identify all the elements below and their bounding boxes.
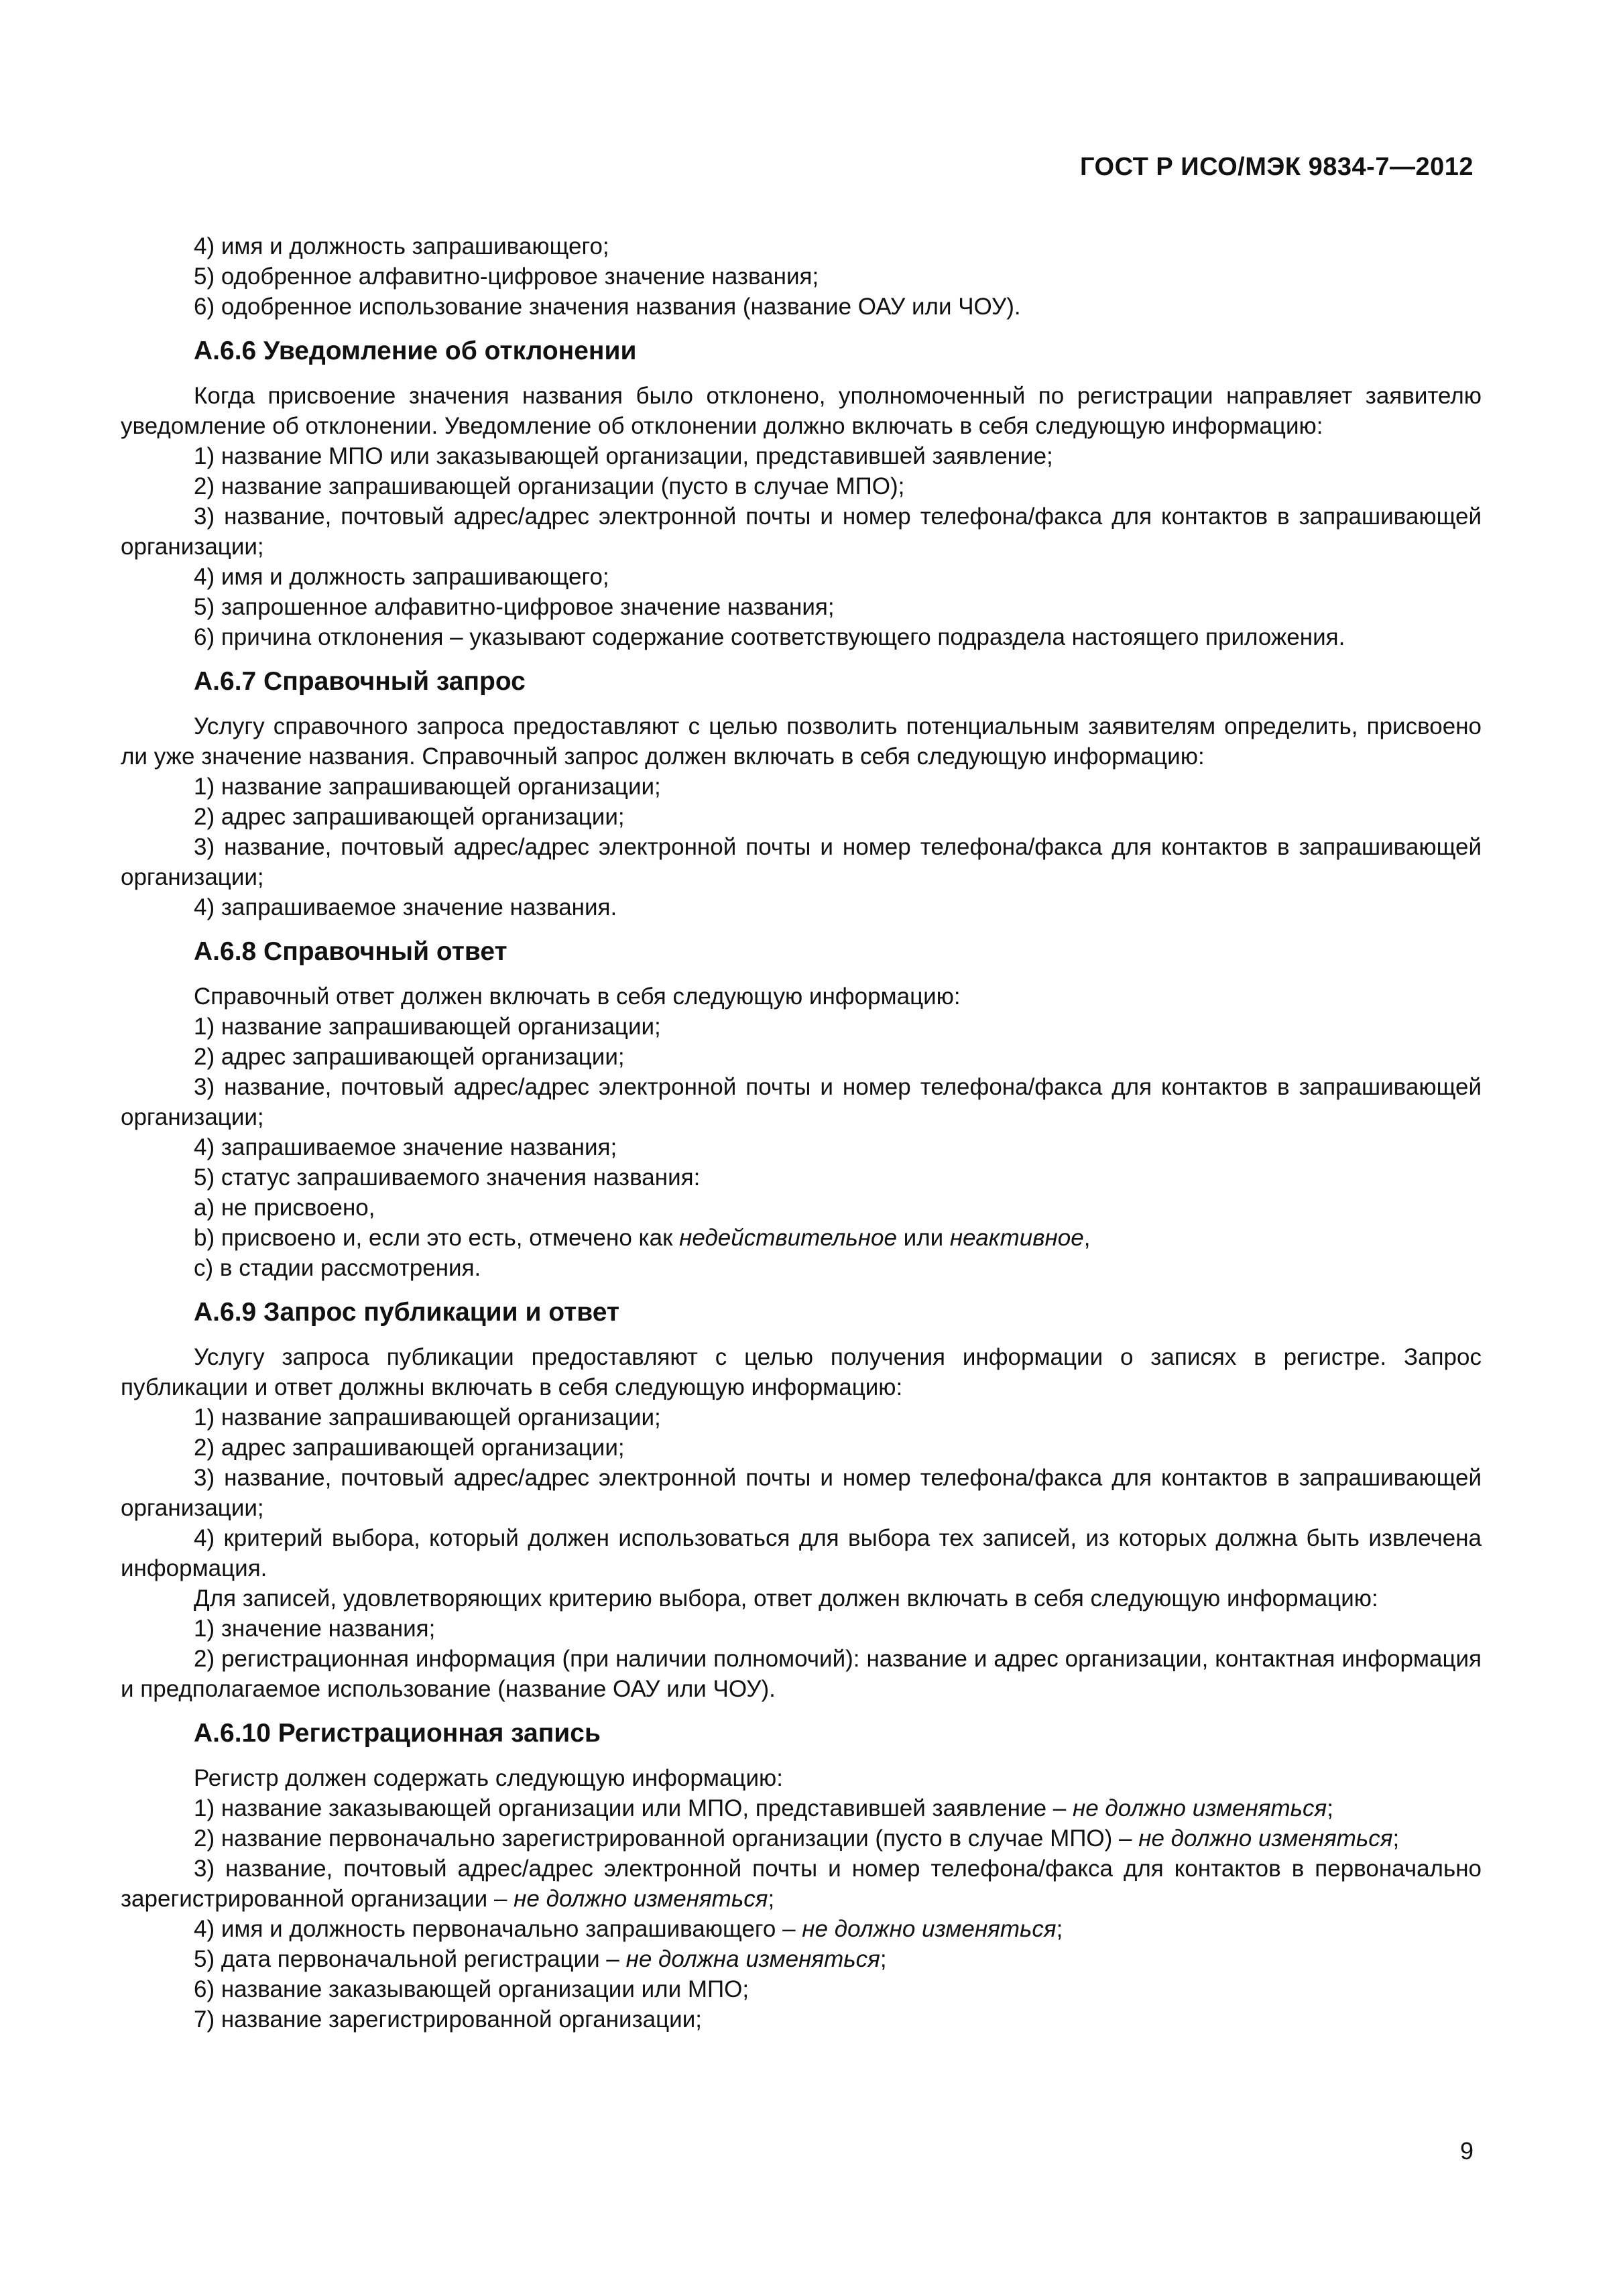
text-run: 2) название первоначально зарегистрированной организации (пусто в случае МПО) –: [194, 1825, 1139, 1852]
list-item: 4) запрашиваемое значение названия.: [194, 894, 617, 920]
list-item: 2) адрес запрашивающей организации;: [194, 804, 625, 830]
italic-term: неактивное: [949, 1225, 1084, 1251]
paragraph: Когда присвоение значения названия было отклонено, уполномоченный по регистрации направляет заявителю уведомление об отклонении. Уведомление об отклонении должно включать в себя следующую информацию:: [121, 383, 1482, 439]
list-item: 5) статус запрашиваемого значения названия:: [194, 1164, 701, 1191]
list-item: 3) название, почтовый адрес/адрес электронной почты и номер телефона/факса для контактов в запрашивающей организации;: [121, 503, 1482, 560]
section-heading-a69: А.6.9 Запрос публикации и ответ: [194, 1298, 619, 1327]
list-item: [121, 1223, 1482, 1253]
list-item: a) не присвоено,: [194, 1195, 375, 1221]
text-run: ,: [1083, 1225, 1091, 1251]
list-item: c) в стадии рассмотрения.: [194, 1255, 481, 1281]
list-item: 4) запрашиваемое значение названия;: [194, 1134, 617, 1160]
italic-term: недействительное: [679, 1225, 897, 1251]
list-item: 1) значение названия;: [194, 1616, 436, 1642]
italic-term: не должно изменяться: [1072, 1795, 1327, 1821]
page-number: 9: [1459, 2137, 1474, 2165]
list-item: 7) название зарегистрированной организации;: [194, 2006, 702, 2033]
list-item: 1) название запрашивающей организации;: [194, 774, 661, 800]
list-item: 3) название, почтовый адрес/адрес электронной почты и номер телефона/факса для контактов в запрашивающей организации;: [121, 1465, 1482, 1521]
list-item: 6) одобренное использование значения названия (название ОАУ или ЧОУ).: [194, 294, 1021, 320]
text-run: 1) название заказывающей организации или МПО, представившей заявление –: [194, 1795, 1073, 1821]
list-item: [121, 1944, 1482, 1974]
section-heading-a66: А.6.6 Уведомление об отклонении: [194, 337, 637, 365]
list-item: [121, 1823, 1482, 1854]
section-heading-a68: А.6.8 Справочный ответ: [194, 937, 507, 966]
text-run: ;: [768, 1886, 775, 1912]
text-run: или: [896, 1225, 950, 1251]
text-run: ;: [1056, 1916, 1063, 1942]
italic-term: не должно изменяться: [1138, 1825, 1393, 1852]
list-item: [121, 1793, 1482, 1823]
list-item: 2) название запрашивающей организации (пусто в случае МПО);: [194, 473, 905, 499]
list-item: 2) адрес запрашивающей организации;: [194, 1044, 625, 1070]
list-item: 1) название запрашивающей организации;: [194, 1404, 661, 1431]
list-item: 1) название МПО или заказывающей организации, представившей заявление;: [194, 443, 1053, 469]
standard-id-header: ГОСТ Р ИСО/МЭК 9834-7—2012: [1080, 153, 1474, 181]
text-run: b) присвоено и, если это есть, отмечено как: [194, 1225, 680, 1251]
section-heading-a610: А.6.10 Регистрационная запись: [194, 1719, 601, 1748]
italic-term: не должно изменяться: [802, 1916, 1057, 1942]
paragraph: Справочный ответ должен включать в себя следующую информацию:: [194, 983, 961, 1010]
list-item: 5) одобренное алфавитно-цифровое значение названия;: [194, 263, 819, 290]
list-item: [121, 1914, 1482, 1944]
list-item: 3) название, почтовый адрес/адрес электронной почты и номер телефона/факса для контактов в запрашивающей организации;: [121, 834, 1482, 890]
text-run: 5) дата первоначальной регистрации –: [194, 1946, 626, 1972]
list-item: 4) имя и должность запрашивающего;: [194, 233, 609, 259]
list-item: 5) запрошенное алфавитно-цифровое значение названия;: [194, 594, 835, 620]
list-item: 2) адрес запрашивающей организации;: [194, 1435, 625, 1461]
text-run: ;: [880, 1946, 887, 1972]
list-item: [121, 1854, 1482, 1914]
paragraph: Регистр должен содержать следующую информацию:: [194, 1765, 783, 1791]
text-run: ;: [1392, 1825, 1400, 1852]
text-run: 3) название, почтовый адрес/адрес электронной почты и номер телефона/факса для контактов в первоначально зарегистрированной организации –: [121, 1856, 1482, 1912]
list-item: 6) причина отклонения – указывают содержание соответствующего подраздела настоящего приложения.: [194, 624, 1345, 650]
section-heading-a67: А.6.7 Справочный запрос: [194, 667, 526, 696]
list-item: 4) критерий выбора, который должен использоваться для выбора тех записей, из которых должна быть извлечена информация.: [121, 1525, 1482, 1581]
list-item: 2) регистрационная информация (при наличии полномочий): название и адрес организации, контактная информация и предполагаемое использование (название ОАУ или ЧОУ).: [121, 1646, 1482, 1702]
text-run: ;: [1327, 1795, 1333, 1821]
italic-term: не должна изменяться: [625, 1946, 880, 1972]
text-run: 4) имя и должность первоначально запрашивающего –: [194, 1916, 802, 1942]
italic-term: не должно изменяться: [514, 1886, 768, 1912]
list-item: 3) название, почтовый адрес/адрес электронной почты и номер телефона/факса для контактов в запрашивающей организации;: [121, 1074, 1482, 1130]
list-item: 4) имя и должность запрашивающего;: [194, 564, 609, 590]
paragraph: Услугу справочного запроса предоставляют с целью позволить потенциальным заявителям определить, присвоено ли уже значение названия. Справочный запрос должен включать в себя следующую информацию:: [121, 713, 1482, 770]
list-item: 6) название заказывающей организации или МПО;: [194, 1976, 749, 2002]
document-body: [121, 231, 1482, 2035]
paragraph: Для записей, удовлетворяющих критерию выбора, ответ должен включать в себя следующую информацию:: [194, 1585, 1378, 1612]
paragraph: Услугу запроса публикации предоставляют с целью получения информации о записях в регистре. Запрос публикации и ответ должны включать в себя следующую информацию:: [121, 1344, 1482, 1400]
list-item: 1) название запрашивающей организации;: [194, 1014, 661, 1040]
